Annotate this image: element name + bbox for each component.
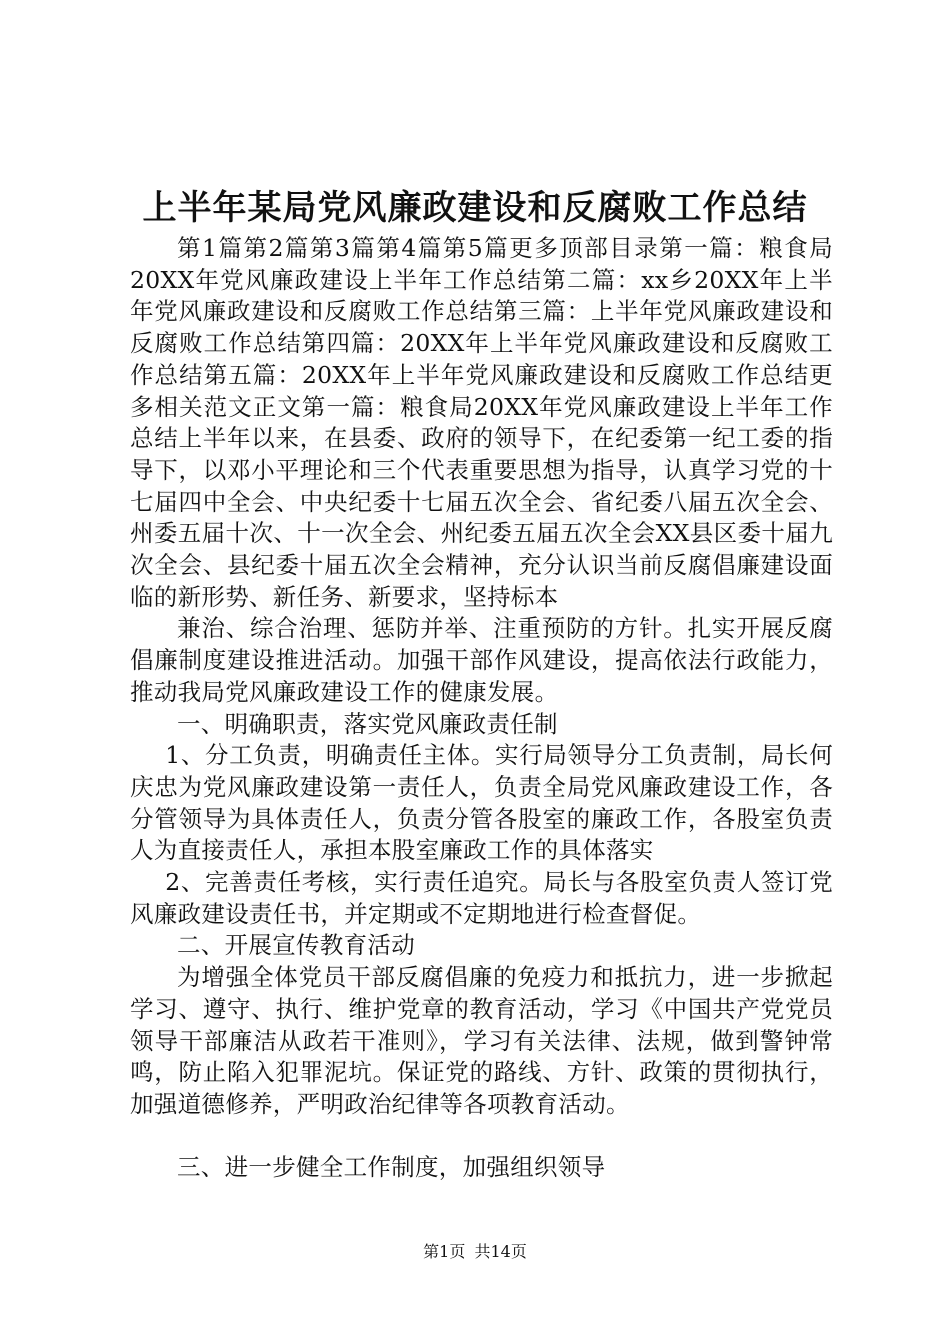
paragraph-education: 为增强全体党员干部反腐倡廉的免疫力和抵抗力，进一步掀起学习、遵守、执行、维护党章的教育活动，学习《中国共产党党员领导干部廉洁从政若干准则》，学习有关法律、法规，做到警钟常鸣，防止陷入犯罪泥坑。保证党的路线、方针、政策的贯彻执行，加强道德修养，严明政治纪律等各项教育活动。 (130, 963, 833, 1118)
section-heading-2: 二、开展宣传教育活动 (177, 931, 415, 960)
section-heading-1: 一、明确职责，落实党风廉政责任制 (177, 709, 558, 738)
document-title: 上半年某局党风廉政建设和反腐败工作总结 (142, 188, 808, 228)
paragraph-item-1: 1、分工负责，明确责任主体。实行局领导分工负责制，局长何庆忠为党风廉政建设第一责任人，负责全局党风廉政建设工作，各分管领导为具体责任人，负责分管各股室的廉政工作，各股室负责人为直接责任人，承担本股室廉政工作的具体落实 (130, 741, 833, 865)
page-footer (0, 1241, 950, 1263)
paragraph-continuation: 兼治、综合治理、惩防并举、注重预防的方针。扎实开展反腐倡廉制度建设推进活动。加强干部作风建设，提高依法行政能力，推动我局党风廉政建设工作的健康发展。 (130, 614, 833, 706)
paragraph-intro: 第1篇第2篇第3篇第4篇第5篇更多顶部目录第一篇：粮食局20XX年党风廉政建设上半年工作总结第二篇：xx乡20XX年上半年党风廉政建设和反腐败工作总结第三篇：上半年党风廉政建设和反腐败工作总结第四篇：20XX年上半年党风廉政建设和反腐败工作总结第五篇：20XX年上半年党风廉政建设和反腐败工作总结更多相关范文正文第一篇：粮食局20XX年党风廉政建设上半年工作总结上半年以来，在县委、政府的领导下，在纪委第一纪工委的指导下，以邓小平理论和三个代表重要思想为指导，认真学习党的十七届四中全会、中央纪委十七届五次全会、省纪委八届五次全会、州委五届十次、十一次全会、州纪委五届五次全会XX县区委十届九次全会、县纪委十届五次全会精神，充分认识当前反腐倡廉建设面临的新形势、新任务、新要求，坚持标本 (130, 234, 833, 611)
paragraph-spacer (130, 1121, 833, 1153)
document-body (130, 233, 833, 1184)
page-total: 共14页 (474, 1242, 527, 1261)
paragraph-item-2: 2、完善责任考核，实行责任追究。局长与各股室负责人签订党风廉政建设责任书，并定期或不定期地进行检查督促。 (130, 868, 833, 928)
section-heading-3: 三、进一步健全工作制度，加强组织领导 (177, 1153, 606, 1182)
page-number: 第1页 (423, 1242, 466, 1261)
